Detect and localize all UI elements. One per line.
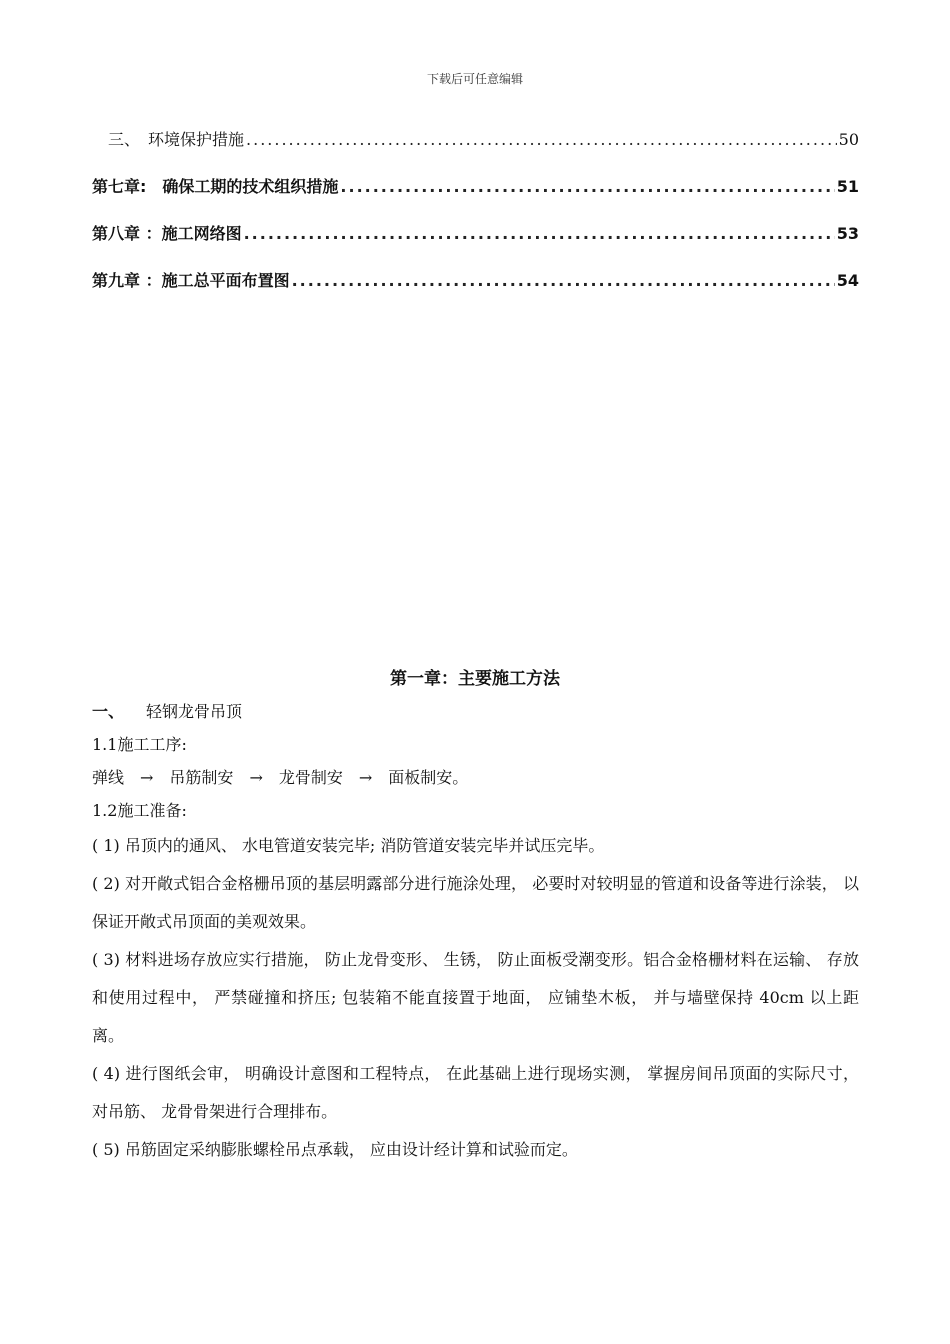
sequence-step: 弹线 xyxy=(92,768,125,787)
section-title: 轻钢龙骨吊顶 xyxy=(146,702,243,721)
subsection-1-2: 1.2施工准备: xyxy=(92,801,187,820)
toc-entry-env-protection[interactable] xyxy=(92,127,859,150)
subsection-1-1: 1.1施工工序: xyxy=(92,735,187,754)
prep-item-4: ( 4) 进行图纸会审， 明确设计意图和工程特点， 在此基础上进行现场实测， 掌握房间吊顶面的实际尺寸， 对吊筋、 龙骨骨架进行合理排布。 xyxy=(92,1064,859,1121)
toc-entry-page: 54 xyxy=(836,271,859,290)
sequence-step: 龙骨制安 xyxy=(278,768,343,787)
chapter-title: 第一章：主要施工方法 xyxy=(390,669,560,689)
page-header: 下载后可任意编辑 xyxy=(426,72,523,86)
toc-leader-dots xyxy=(292,271,835,290)
toc-entry-chapter7[interactable] xyxy=(92,174,859,197)
chapter-body xyxy=(92,695,859,1169)
toc-leader-dots xyxy=(246,130,837,149)
toc-entry-label: 第七章: 确保工期的技术组织措施 xyxy=(92,177,339,196)
arrow-right-icon: → xyxy=(358,768,373,787)
toc-entry-label: 第八章 ：施工网络图 xyxy=(92,224,242,243)
arrow-right-icon: → xyxy=(249,768,263,787)
arrow-right-icon: → xyxy=(140,768,154,787)
toc-entry-page: 53 xyxy=(836,224,859,243)
sequence-step: 面板制安。 xyxy=(388,768,469,787)
section-number: 一、 xyxy=(92,702,125,721)
section-heading xyxy=(92,695,859,728)
prep-item-3: ( 3) 材料进场存放应实行措施， 防止龙骨变形、 生锈， 防止面板受潮变形。铝合金格栅材料在运输、 存放和使用过程中， 严禁碰撞和挤压; 包装箱不能直接置于地面， 应铺垫木板， 并与墙壁保持 40cm 以上距离。 xyxy=(92,950,859,1045)
toc-entry-label: 三、 环境保护措施 xyxy=(108,130,245,149)
toc-leader-dots xyxy=(340,177,834,196)
toc-leader-dots xyxy=(244,224,835,243)
toc-entry-label: 第九章 ：施工总平面布置图 xyxy=(92,271,290,290)
toc-entry-page: 51 xyxy=(836,177,859,196)
toc-entry-page: 50 xyxy=(838,130,859,149)
prep-item-2: ( 2) 对开敞式铝合金格栅吊顶的基层明露部分进行施涂处理， 必要时对较明显的管道和设备等进行涂装， 以保证开敞式吊顶面的美观效果。 xyxy=(92,874,859,931)
prep-item-1: ( 1) 吊顶内的通风、 水电管道安装完毕; 消防管道安装完毕并试压完毕。 xyxy=(92,836,605,855)
sequence-step: 吊筋制安 xyxy=(169,768,234,787)
toc-entry-chapter8[interactable] xyxy=(92,221,859,244)
toc-entry-chapter9[interactable] xyxy=(92,268,859,291)
prep-item-5: ( 5) 吊筋固定采纳膨胀螺栓吊点承载， 应由设计经计算和试验而定。 xyxy=(92,1140,578,1159)
process-sequence xyxy=(92,761,859,794)
